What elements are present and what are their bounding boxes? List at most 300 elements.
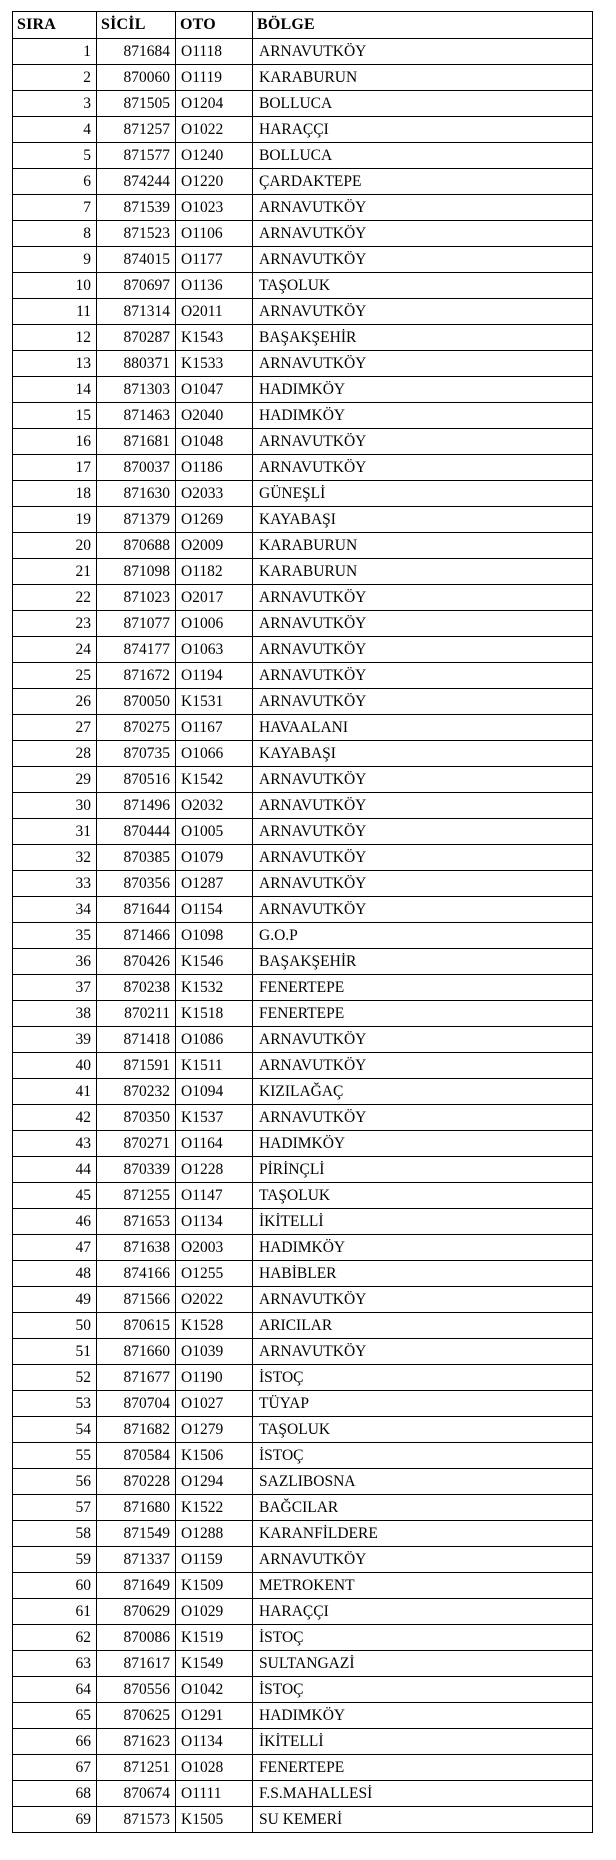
- cell-bolge: İKİTELLİ: [253, 1209, 593, 1235]
- table-row: [13, 1365, 593, 1391]
- cell-sicil: 870704: [97, 1391, 176, 1417]
- cell-bolge: KAYABAŞI: [253, 741, 593, 767]
- cell-oto: O1177: [176, 247, 253, 273]
- table-row: [13, 1157, 593, 1183]
- table-row: [13, 1703, 593, 1729]
- cell-sira: 48: [13, 1261, 97, 1287]
- cell-sira: 4: [13, 117, 97, 143]
- cell-bolge: ARNAVUTKÖY: [253, 689, 593, 715]
- cell-oto: O1164: [176, 1131, 253, 1157]
- cell-sicil: 871463: [97, 403, 176, 429]
- cell-oto: O1005: [176, 819, 253, 845]
- cell-bolge: İSTOÇ: [253, 1677, 593, 1703]
- cell-oto: O1159: [176, 1547, 253, 1573]
- cell-sicil: 874015: [97, 247, 176, 273]
- cell-bolge: METROKENT: [253, 1573, 593, 1599]
- table-row: [13, 1131, 593, 1157]
- cell-bolge: KIZILAĞAÇ: [253, 1079, 593, 1105]
- cell-bolge: BAŞAKŞEHİR: [253, 325, 593, 351]
- table-row: [13, 143, 593, 169]
- table-row: [13, 169, 593, 195]
- table-row: [13, 91, 593, 117]
- cell-sicil: 871257: [97, 117, 176, 143]
- cell-sicil: 871314: [97, 299, 176, 325]
- cell-sicil: 870688: [97, 533, 176, 559]
- cell-bolge: ARNAVUTKÖY: [253, 897, 593, 923]
- cell-sicil: 870444: [97, 819, 176, 845]
- cell-sicil: 871379: [97, 507, 176, 533]
- cell-bolge: ARNAVUTKÖY: [253, 845, 593, 871]
- cell-sicil: 870625: [97, 1703, 176, 1729]
- cell-bolge: HADIMKÖY: [253, 403, 593, 429]
- cell-oto: O2040: [176, 403, 253, 429]
- cell-sicil: 871566: [97, 1287, 176, 1313]
- cell-oto: O1029: [176, 1599, 253, 1625]
- cell-oto: O1167: [176, 715, 253, 741]
- cell-sicil: 870232: [97, 1079, 176, 1105]
- cell-bolge: İSTOÇ: [253, 1443, 593, 1469]
- cell-oto: O1287: [176, 871, 253, 897]
- table-row: [13, 689, 593, 715]
- cell-oto: O1023: [176, 195, 253, 221]
- cell-bolge: FENERTEPE: [253, 975, 593, 1001]
- cell-sicil: 870271: [97, 1131, 176, 1157]
- cell-sicil: 871023: [97, 585, 176, 611]
- cell-sira: 53: [13, 1391, 97, 1417]
- cell-sira: 66: [13, 1729, 97, 1755]
- cell-sira: 8: [13, 221, 97, 247]
- cell-bolge: ARNAVUTKÖY: [253, 247, 593, 273]
- cell-sira: 37: [13, 975, 97, 1001]
- cell-sira: 54: [13, 1417, 97, 1443]
- table-row: [13, 767, 593, 793]
- table-row: [13, 1183, 593, 1209]
- cell-sira: 32: [13, 845, 97, 871]
- cell-sira: 11: [13, 299, 97, 325]
- cell-oto: O2009: [176, 533, 253, 559]
- cell-sira: 42: [13, 1105, 97, 1131]
- cell-sicil: 871638: [97, 1235, 176, 1261]
- cell-bolge: TAŞOLUK: [253, 1183, 593, 1209]
- table-row: [13, 533, 593, 559]
- cell-sicil: 871649: [97, 1573, 176, 1599]
- cell-bolge: HADIMKÖY: [253, 1131, 593, 1157]
- cell-sira: 59: [13, 1547, 97, 1573]
- cell-oto: K1506: [176, 1443, 253, 1469]
- cell-oto: O1134: [176, 1209, 253, 1235]
- cell-sira: 3: [13, 91, 97, 117]
- cell-sira: 5: [13, 143, 97, 169]
- cell-sira: 47: [13, 1235, 97, 1261]
- cell-oto: O1119: [176, 65, 253, 91]
- table-row: [13, 923, 593, 949]
- column-header-oto: OTO: [176, 12, 253, 39]
- cell-sira: 29: [13, 767, 97, 793]
- cell-bolge: G.O.P: [253, 923, 593, 949]
- table-row: [13, 1521, 593, 1547]
- cell-bolge: ARICILAR: [253, 1313, 593, 1339]
- cell-bolge: HABİBLER: [253, 1261, 593, 1287]
- cell-sira: 30: [13, 793, 97, 819]
- cell-oto: O1086: [176, 1027, 253, 1053]
- cell-oto: O1136: [176, 273, 253, 299]
- cell-oto: O1039: [176, 1339, 253, 1365]
- cell-sira: 14: [13, 377, 97, 403]
- cell-sira: 68: [13, 1781, 97, 1807]
- cell-sicil: 870060: [97, 65, 176, 91]
- cell-bolge: HARAÇÇI: [253, 1599, 593, 1625]
- table-row: [13, 1235, 593, 1261]
- cell-sira: 21: [13, 559, 97, 585]
- cell-oto: K1546: [176, 949, 253, 975]
- cell-bolge: SAZLIBOSNA: [253, 1469, 593, 1495]
- table-row: [13, 975, 593, 1001]
- cell-sira: 49: [13, 1287, 97, 1313]
- table-row: [13, 507, 593, 533]
- cell-sicil: 871549: [97, 1521, 176, 1547]
- cell-bolge: ARNAVUTKÖY: [253, 1105, 593, 1131]
- cell-sira: 20: [13, 533, 97, 559]
- table-row: [13, 1677, 593, 1703]
- cell-bolge: F.S.MAHALLESİ: [253, 1781, 593, 1807]
- table-row: [13, 481, 593, 507]
- cell-sicil: 870287: [97, 325, 176, 351]
- cell-bolge: PİRİNÇLİ: [253, 1157, 593, 1183]
- cell-sira: 27: [13, 715, 97, 741]
- cell-sicil: 870238: [97, 975, 176, 1001]
- cell-bolge: HADIMKÖY: [253, 377, 593, 403]
- cell-oto: O1190: [176, 1365, 253, 1391]
- cell-bolge: HADIMKÖY: [253, 1703, 593, 1729]
- table-row: [13, 325, 593, 351]
- cell-sicil: 870275: [97, 715, 176, 741]
- cell-sicil: 871539: [97, 195, 176, 221]
- cell-oto: O1147: [176, 1183, 253, 1209]
- cell-sira: 17: [13, 455, 97, 481]
- cell-bolge: HARAÇÇI: [253, 117, 593, 143]
- table-body: [13, 39, 593, 1833]
- cell-oto: O2022: [176, 1287, 253, 1313]
- cell-bolge: TAŞOLUK: [253, 1417, 593, 1443]
- cell-bolge: ARNAVUTKÖY: [253, 221, 593, 247]
- column-header-sira: SIRA: [13, 12, 97, 39]
- cell-oto: O1288: [176, 1521, 253, 1547]
- cell-sicil: 870516: [97, 767, 176, 793]
- table-row: [13, 1313, 593, 1339]
- cell-oto: O1047: [176, 377, 253, 403]
- cell-sicil: 871523: [97, 221, 176, 247]
- table-row: [13, 1755, 593, 1781]
- cell-oto: O1106: [176, 221, 253, 247]
- cell-oto: K1522: [176, 1495, 253, 1521]
- cell-oto: K1505: [176, 1807, 253, 1833]
- cell-oto: O1194: [176, 663, 253, 689]
- cell-bolge: ARNAVUTKÖY: [253, 429, 593, 455]
- cell-bolge: ARNAVUTKÖY: [253, 767, 593, 793]
- table-row: [13, 845, 593, 871]
- cell-oto: O1269: [176, 507, 253, 533]
- cell-oto: K1543: [176, 325, 253, 351]
- cell-sicil: 870050: [97, 689, 176, 715]
- cell-sira: 28: [13, 741, 97, 767]
- table-row: [13, 1287, 593, 1313]
- cell-sira: 40: [13, 1053, 97, 1079]
- cell-bolge: ARNAVUTKÖY: [253, 351, 593, 377]
- cell-sicil: 871630: [97, 481, 176, 507]
- table-row: [13, 611, 593, 637]
- cell-sira: 67: [13, 1755, 97, 1781]
- cell-sira: 62: [13, 1625, 97, 1651]
- cell-sira: 26: [13, 689, 97, 715]
- cell-oto: O1291: [176, 1703, 253, 1729]
- cell-sira: 63: [13, 1651, 97, 1677]
- cell-sira: 2: [13, 65, 97, 91]
- cell-sicil: 871337: [97, 1547, 176, 1573]
- cell-sira: 33: [13, 871, 97, 897]
- cell-sicil: 874244: [97, 169, 176, 195]
- table-row: [13, 351, 593, 377]
- cell-oto: K1542: [176, 767, 253, 793]
- cell-bolge: TAŞOLUK: [253, 273, 593, 299]
- cell-bolge: FENERTEPE: [253, 1755, 593, 1781]
- cell-sicil: 871466: [97, 923, 176, 949]
- cell-sicil: 871677: [97, 1365, 176, 1391]
- cell-sicil: 871591: [97, 1053, 176, 1079]
- cell-sicil: 871680: [97, 1495, 176, 1521]
- table-row: [13, 429, 593, 455]
- cell-bolge: İSTOÇ: [253, 1365, 593, 1391]
- table-row: [13, 585, 593, 611]
- table-row: [13, 637, 593, 663]
- cell-bolge: ÇARDAKTEPE: [253, 169, 593, 195]
- cell-oto: O1182: [176, 559, 253, 585]
- cell-sicil: 870086: [97, 1625, 176, 1651]
- cell-sira: 25: [13, 663, 97, 689]
- table-row: [13, 1209, 593, 1235]
- cell-oto: K1549: [176, 1651, 253, 1677]
- cell-oto: O1111: [176, 1781, 253, 1807]
- cell-oto: O1042: [176, 1677, 253, 1703]
- cell-sira: 60: [13, 1573, 97, 1599]
- cell-bolge: ARNAVUTKÖY: [253, 793, 593, 819]
- cell-bolge: ARNAVUTKÖY: [253, 585, 593, 611]
- table-row: [13, 741, 593, 767]
- cell-sicil: 871617: [97, 1651, 176, 1677]
- cell-sicil: 874177: [97, 637, 176, 663]
- cell-sira: 38: [13, 1001, 97, 1027]
- table-row: [13, 221, 593, 247]
- cell-bolge: HADIMKÖY: [253, 1235, 593, 1261]
- table-row: [13, 39, 593, 65]
- cell-bolge: ARNAVUTKÖY: [253, 455, 593, 481]
- table-row: [13, 299, 593, 325]
- cell-sicil: 870385: [97, 845, 176, 871]
- cell-sira: 23: [13, 611, 97, 637]
- cell-sira: 34: [13, 897, 97, 923]
- cell-sicil: 870037: [97, 455, 176, 481]
- cell-bolge: ARNAVUTKÖY: [253, 1053, 593, 1079]
- cell-bolge: TÜYAP: [253, 1391, 593, 1417]
- cell-sira: 18: [13, 481, 97, 507]
- cell-oto: O1094: [176, 1079, 253, 1105]
- column-header-bolge: BÖLGE: [253, 12, 593, 39]
- cell-sira: 52: [13, 1365, 97, 1391]
- table-row: [13, 1079, 593, 1105]
- cell-oto: O1134: [176, 1729, 253, 1755]
- cell-sira: 7: [13, 195, 97, 221]
- cell-bolge: ARNAVUTKÖY: [253, 1547, 593, 1573]
- table-row: [13, 663, 593, 689]
- cell-sicil: 871573: [97, 1807, 176, 1833]
- cell-oto: O1006: [176, 611, 253, 637]
- cell-bolge: BOLLUCA: [253, 143, 593, 169]
- cell-bolge: ARNAVUTKÖY: [253, 195, 593, 221]
- cell-bolge: KARABURUN: [253, 559, 593, 585]
- table-header: [13, 12, 593, 39]
- cell-sira: 69: [13, 1807, 97, 1833]
- cell-sicil: 871682: [97, 1417, 176, 1443]
- cell-sicil: 871303: [97, 377, 176, 403]
- cell-bolge: ARNAVUTKÖY: [253, 663, 593, 689]
- cell-oto: O1063: [176, 637, 253, 663]
- cell-sicil: 871577: [97, 143, 176, 169]
- cell-sira: 51: [13, 1339, 97, 1365]
- table-row: [13, 195, 593, 221]
- cell-sira: 61: [13, 1599, 97, 1625]
- table-row: [13, 1417, 593, 1443]
- table-row: [13, 897, 593, 923]
- table-row: [13, 1495, 593, 1521]
- table-row: [13, 949, 593, 975]
- cell-oto: K1537: [176, 1105, 253, 1131]
- cell-oto: K1531: [176, 689, 253, 715]
- table-row: [13, 715, 593, 741]
- cell-sira: 45: [13, 1183, 97, 1209]
- cell-oto: K1519: [176, 1625, 253, 1651]
- cell-oto: O1079: [176, 845, 253, 871]
- cell-sira: 46: [13, 1209, 97, 1235]
- assignments-table: [12, 11, 593, 1833]
- cell-oto: O1220: [176, 169, 253, 195]
- cell-sicil: 871418: [97, 1027, 176, 1053]
- table-row: [13, 1729, 593, 1755]
- cell-sira: 50: [13, 1313, 97, 1339]
- table-row: [13, 1599, 593, 1625]
- cell-sicil: 871684: [97, 39, 176, 65]
- cell-sira: 41: [13, 1079, 97, 1105]
- cell-sira: 16: [13, 429, 97, 455]
- cell-sicil: 870356: [97, 871, 176, 897]
- table-row: [13, 117, 593, 143]
- cell-oto: O1204: [176, 91, 253, 117]
- cell-sicil: 870697: [97, 273, 176, 299]
- cell-bolge: ARNAVUTKÖY: [253, 819, 593, 845]
- cell-sicil: 871077: [97, 611, 176, 637]
- cell-oto: O1048: [176, 429, 253, 455]
- cell-sira: 12: [13, 325, 97, 351]
- cell-oto: O1186: [176, 455, 253, 481]
- table-row: [13, 1469, 593, 1495]
- cell-sicil: 870615: [97, 1313, 176, 1339]
- cell-oto: K1518: [176, 1001, 253, 1027]
- cell-bolge: ARNAVUTKÖY: [253, 1027, 593, 1053]
- cell-sira: 19: [13, 507, 97, 533]
- cell-sicil: 871496: [97, 793, 176, 819]
- table-row: [13, 1001, 593, 1027]
- table-row: [13, 1573, 593, 1599]
- cell-oto: O2003: [176, 1235, 253, 1261]
- cell-sira: 35: [13, 923, 97, 949]
- table-row: [13, 455, 593, 481]
- table-row: [13, 559, 593, 585]
- cell-bolge: KARABURUN: [253, 65, 593, 91]
- cell-oto: O1066: [176, 741, 253, 767]
- cell-bolge: ARNAVUTKÖY: [253, 39, 593, 65]
- table-row: [13, 1547, 593, 1573]
- cell-bolge: KAYABAŞI: [253, 507, 593, 533]
- table-row: [13, 871, 593, 897]
- cell-sicil: 870211: [97, 1001, 176, 1027]
- cell-bolge: KARABURUN: [253, 533, 593, 559]
- cell-sira: 64: [13, 1677, 97, 1703]
- cell-oto: O1154: [176, 897, 253, 923]
- cell-sira: 24: [13, 637, 97, 663]
- table-row: [13, 1339, 593, 1365]
- table-row: [13, 65, 593, 91]
- table-row: [13, 1625, 593, 1651]
- cell-sicil: 871098: [97, 559, 176, 585]
- cell-oto: K1509: [176, 1573, 253, 1599]
- cell-oto: O2017: [176, 585, 253, 611]
- cell-oto: K1511: [176, 1053, 253, 1079]
- cell-oto: O1022: [176, 117, 253, 143]
- table-row: [13, 1651, 593, 1677]
- cell-sicil: 871653: [97, 1209, 176, 1235]
- cell-sicil: 871255: [97, 1183, 176, 1209]
- cell-sicil: 880371: [97, 351, 176, 377]
- cell-oto: O1279: [176, 1417, 253, 1443]
- cell-sira: 58: [13, 1521, 97, 1547]
- table-row: [13, 403, 593, 429]
- cell-bolge: BOLLUCA: [253, 91, 593, 117]
- cell-bolge: SU KEMERİ: [253, 1807, 593, 1833]
- cell-bolge: BAĞCILAR: [253, 1495, 593, 1521]
- cell-sira: 56: [13, 1469, 97, 1495]
- cell-sira: 22: [13, 585, 97, 611]
- table-row: [13, 1261, 593, 1287]
- cell-bolge: İKİTELLİ: [253, 1729, 593, 1755]
- table-row: [13, 247, 593, 273]
- cell-sicil: 871672: [97, 663, 176, 689]
- cell-sira: 65: [13, 1703, 97, 1729]
- cell-oto: O1027: [176, 1391, 253, 1417]
- cell-oto: K1532: [176, 975, 253, 1001]
- cell-bolge: ARNAVUTKÖY: [253, 1287, 593, 1313]
- cell-oto: O2011: [176, 299, 253, 325]
- cell-oto: K1528: [176, 1313, 253, 1339]
- cell-sira: 10: [13, 273, 97, 299]
- cell-sira: 15: [13, 403, 97, 429]
- cell-bolge: ARNAVUTKÖY: [253, 637, 593, 663]
- cell-oto: O1255: [176, 1261, 253, 1287]
- cell-oto: O1228: [176, 1157, 253, 1183]
- cell-bolge: GÜNEŞLİ: [253, 481, 593, 507]
- cell-sicil: 870629: [97, 1599, 176, 1625]
- cell-sicil: 871681: [97, 429, 176, 455]
- cell-sira: 44: [13, 1157, 97, 1183]
- cell-sicil: 870556: [97, 1677, 176, 1703]
- cell-bolge: FENERTEPE: [253, 1001, 593, 1027]
